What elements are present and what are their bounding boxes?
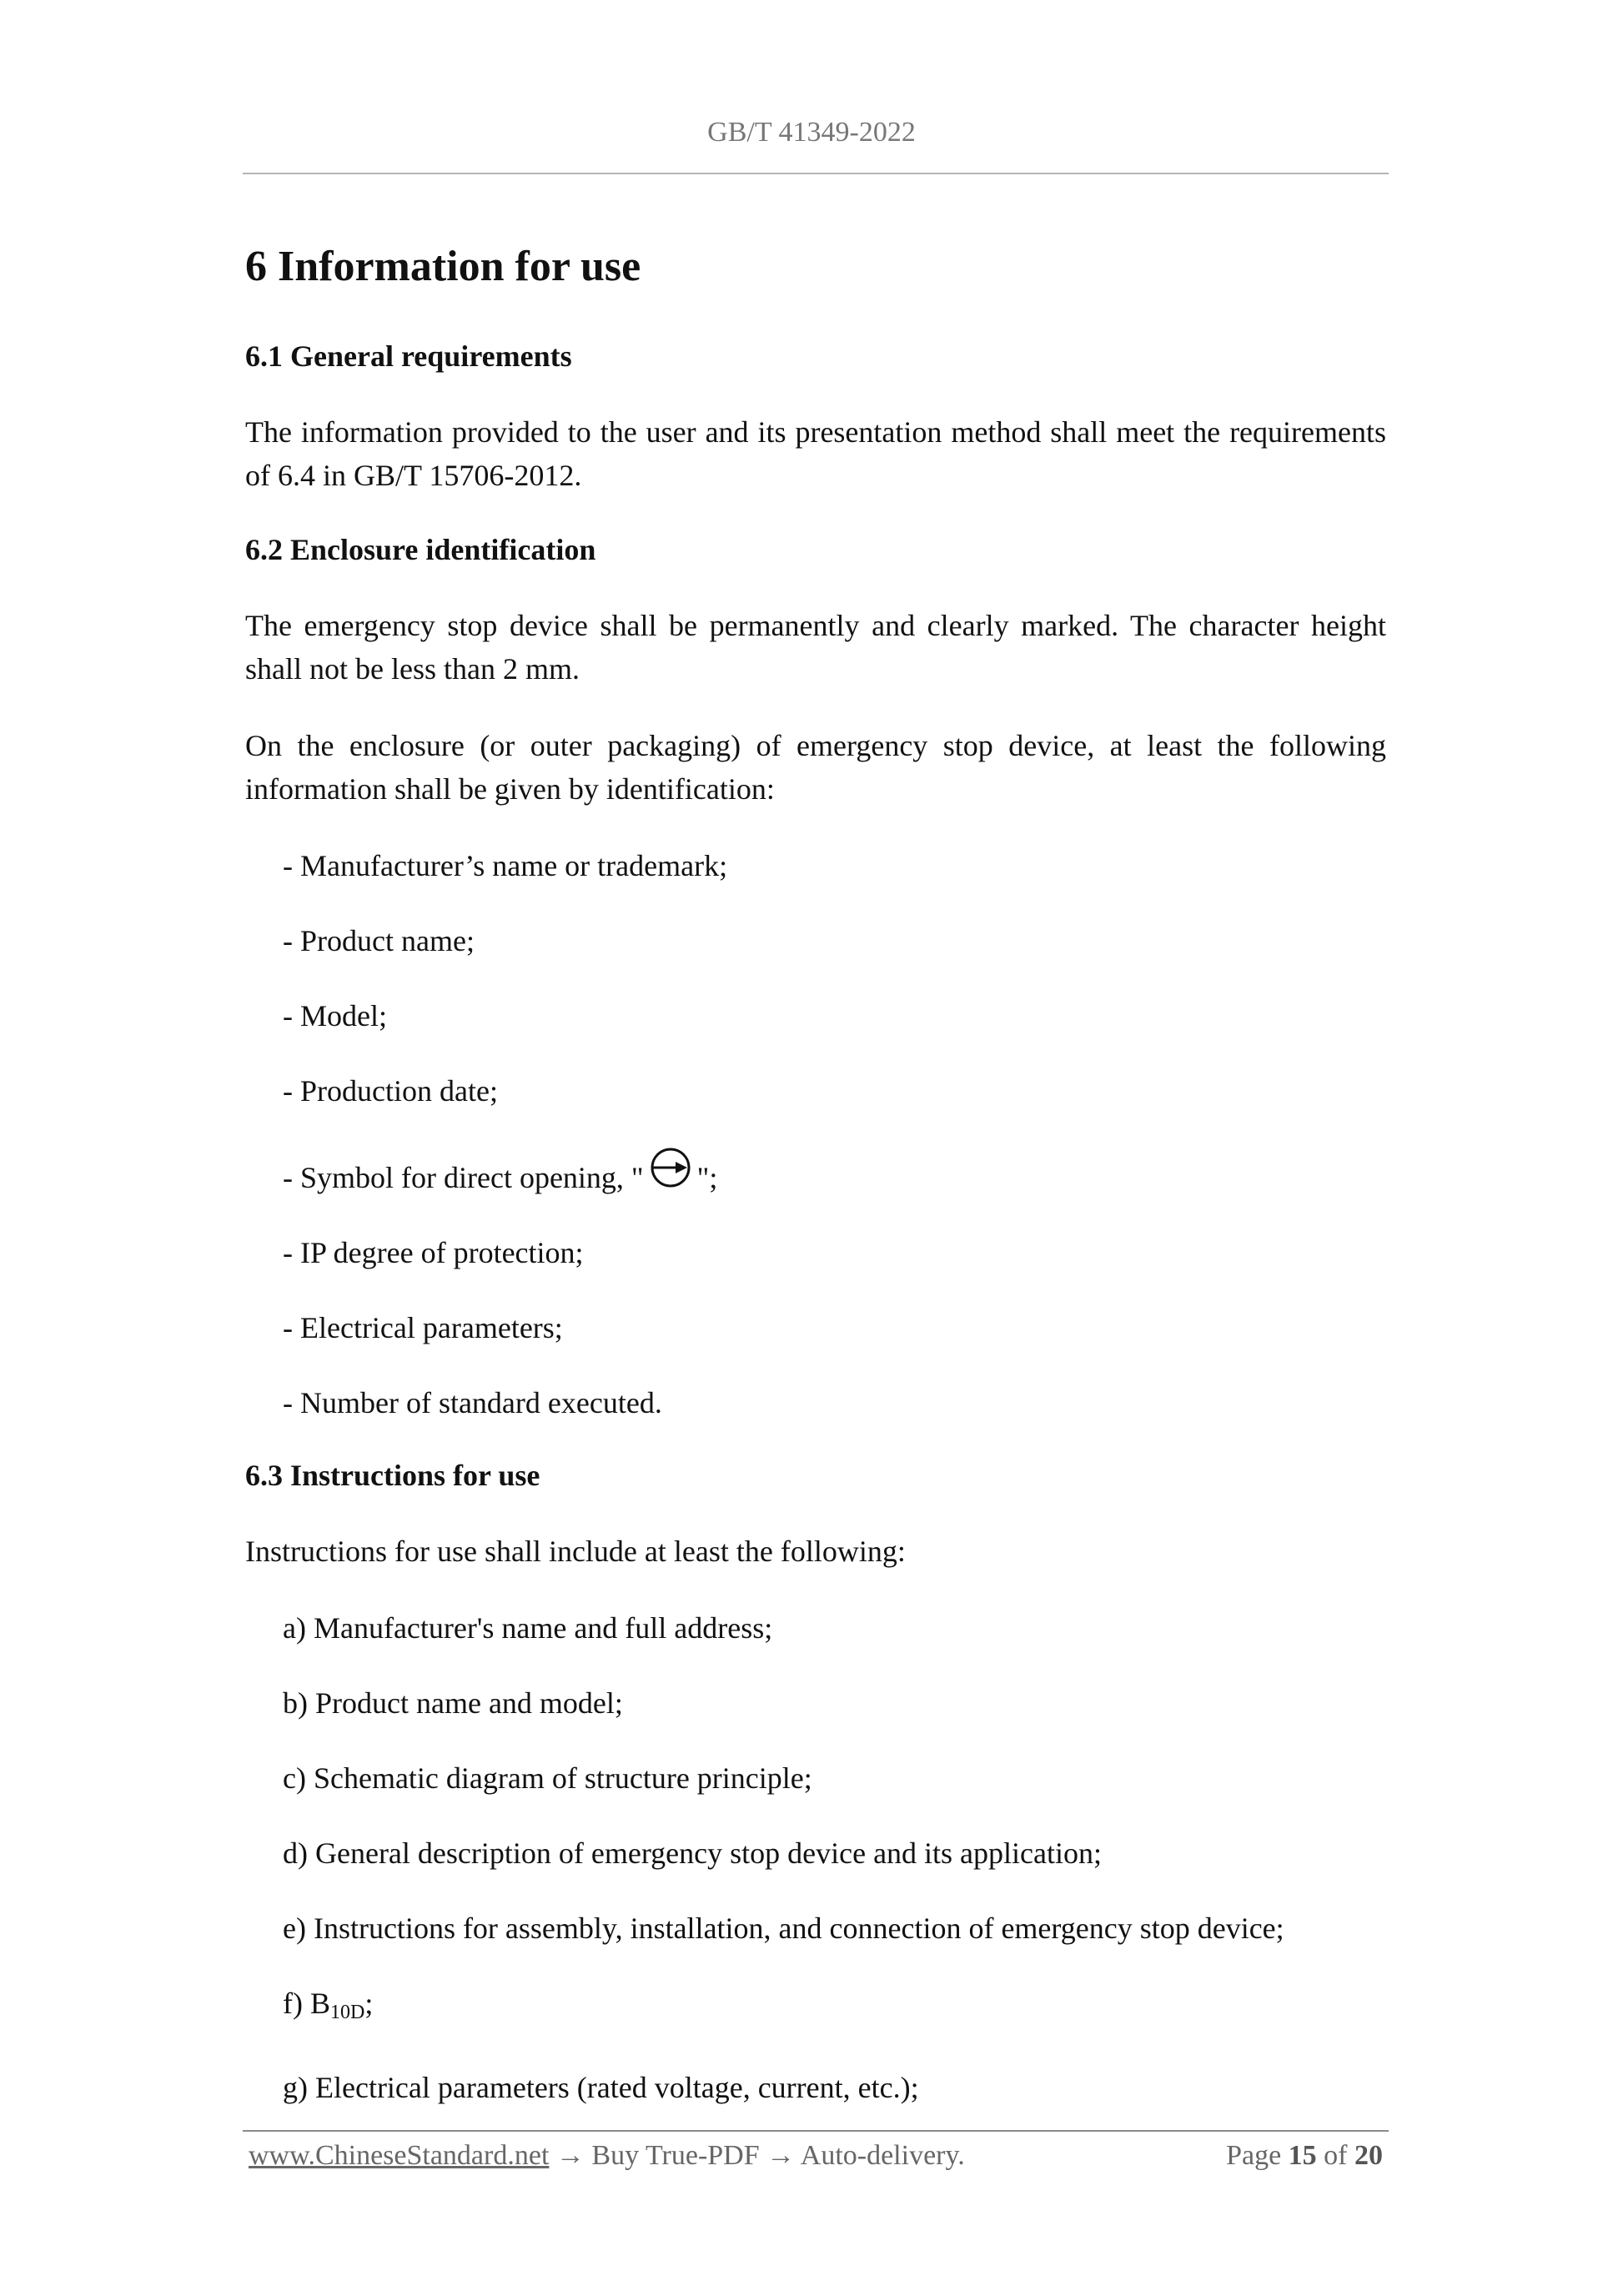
list-item: - Manufacturer’s name or trademark; [283, 849, 728, 882]
arrow-right-icon: → [766, 2140, 796, 2171]
section-6-2-heading: 6.2 Enclosure identification [245, 533, 596, 566]
page-content [245, 240, 1386, 2141]
item-f-suffix: ; [364, 1987, 374, 2020]
current-page: 15 [1288, 2140, 1317, 2171]
arrow-right-icon: → [555, 2140, 585, 2171]
page-label: Page [1226, 2140, 1282, 2171]
footer-buy-text: Buy True-PDF [591, 2140, 760, 2171]
item-f-subscript: 10D [330, 2002, 365, 2023]
website-link[interactable]: www.ChineseStandard.net [249, 2140, 550, 2171]
total-pages: 20 [1354, 2140, 1383, 2171]
list-item: d) General description of emergency stop device and its application; [283, 1836, 1103, 1870]
of-label: of [1324, 2140, 1348, 2171]
list-item: - IP degree of protection; [283, 1236, 584, 1269]
section-6-2-paragraph-2: On the enclosure (or outer packaging) of emergency stop device, at least the following information shall be given by identification: [245, 729, 1386, 806]
list-item: e) Instructions for assembly, installation, and connection of emergency stop device; [283, 1912, 1284, 1945]
list-item: g) Electrical parameters (rated voltage, current, etc.); [283, 2071, 919, 2104]
list-item: b) Product name and model; [283, 1686, 623, 1720]
section-6-3-heading: 6.3 Instructions for use [245, 1459, 540, 1492]
list-item-b10d [283, 1982, 1386, 2034]
list-item: - Model; [283, 999, 387, 1032]
symbol-item-suffix: "; [696, 1161, 718, 1194]
list-item-direct-opening [283, 1144, 1386, 1199]
page-footer [249, 2137, 1384, 2175]
list-item: c) Schematic diagram of structure principle; [283, 1761, 812, 1795]
symbol-item-prefix: - Symbol for direct opening, " [283, 1161, 644, 1194]
list-item: a) Manufacturer's name and full address; [283, 1611, 773, 1645]
section-6-title: 6 Information for use [245, 243, 641, 290]
list-item: - Production date; [283, 1074, 498, 1108]
section-6-1-heading: 6.1 General requirements [245, 339, 572, 373]
footer-delivery-text: Auto-delivery. [800, 2140, 965, 2171]
page-number [1226, 2137, 1383, 2175]
item-f-prefix: f) B [283, 1987, 330, 2020]
list-item: - Electrical parameters; [283, 1311, 563, 1344]
footer-promo [249, 2137, 965, 2175]
running-header: GB/T 41349-2022 [707, 117, 916, 148]
list-item: - Product name; [283, 924, 475, 957]
list-item: - Number of standard executed. [283, 1386, 662, 1419]
section-6-2-paragraph-1: The emergency stop device shall be permanently and clearly marked. The character height shall not be less than 2 mm. [245, 609, 1386, 686]
section-6-3-intro: Instructions for use shall include at least the following: [245, 1535, 906, 1568]
footer-divider [243, 2130, 1389, 2132]
section-6-1-text: The information provided to the user and its presentation method shall meet the requirements of 6.4 in GB/T 15706-2012. [245, 415, 1386, 492]
direct-opening-symbol-icon [646, 1144, 696, 1191]
header-divider [243, 173, 1389, 174]
